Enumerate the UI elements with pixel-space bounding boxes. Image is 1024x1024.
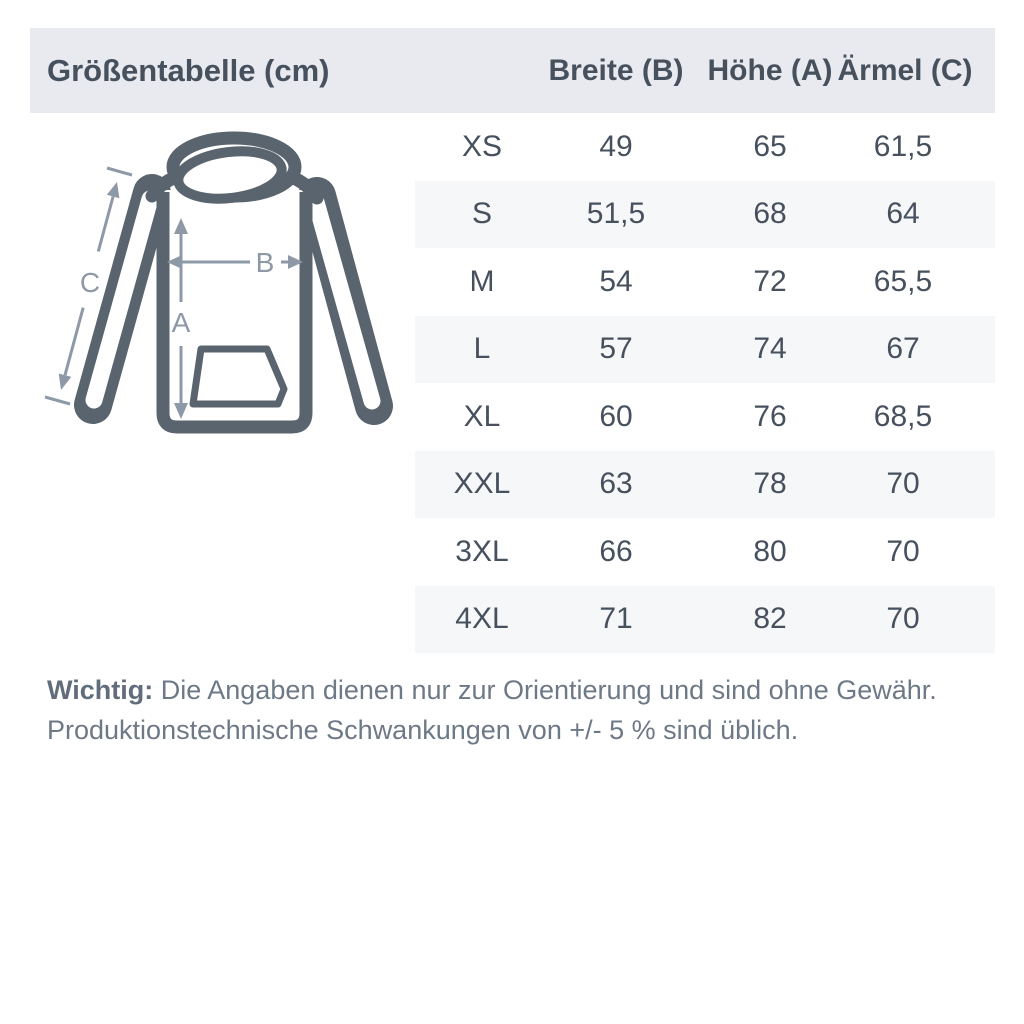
disclaimer-bold: Wichtig:: [47, 675, 154, 705]
size-cell: M: [469, 264, 495, 298]
aermel-cell: 65,5: [873, 264, 933, 298]
table-row-xxl: [415, 451, 995, 519]
table-row-xs: [415, 113, 995, 181]
page-title: Größentabelle (cm): [47, 53, 330, 88]
left-sleeve: [93, 193, 152, 405]
right-sleeve: [316, 196, 374, 406]
hoehe-cell: 76: [753, 399, 787, 433]
hood: [173, 138, 295, 204]
breite-cell: 71: [599, 602, 633, 636]
aermel-cell: 68,5: [873, 399, 933, 433]
aermel-cell: 70: [886, 467, 920, 501]
size-cell: XL: [463, 399, 501, 433]
size-cell: 3XL: [455, 534, 509, 568]
table-header: [30, 28, 995, 113]
size-cell: XS: [461, 129, 503, 163]
label-a: A: [171, 307, 191, 338]
table-row-m: [415, 248, 995, 316]
size-cell: XXL: [453, 467, 511, 501]
size-cell: 4XL: [455, 602, 509, 636]
hoehe-cell: 65: [753, 129, 787, 163]
column-header-hoehe: Höhe (A): [707, 54, 833, 87]
disclaimer-line-1-text: Die Angaben dienen nur zur Orientierung und sind ohne Gewähr.: [153, 675, 937, 705]
breite-cell: 60: [599, 399, 633, 433]
hoehe-cell: 78: [753, 467, 787, 501]
aermel-cell: 64: [886, 197, 920, 231]
hoehe-cell: 74: [753, 332, 787, 366]
aermel-cell: 70: [886, 534, 920, 568]
hoehe-cell: 72: [753, 264, 787, 298]
breite-cell: 57: [599, 332, 633, 366]
disclaimer-note: [47, 670, 977, 750]
aermel-cell: 61,5: [873, 129, 933, 163]
size-cell: S: [471, 197, 492, 231]
disclaimer-line-2: Produktionstechnische Schwankungen von +/- 5 % sind üblich.: [47, 715, 799, 745]
label-c: C: [79, 267, 101, 298]
size-cell: L: [473, 332, 491, 366]
table-row-s: [415, 181, 995, 249]
hoehe-cell: 80: [753, 534, 787, 568]
aermel-cell: 70: [886, 602, 920, 636]
table-row-3xl: [415, 518, 995, 586]
aermel-cell: 67: [886, 332, 920, 366]
breite-cell: 49: [599, 129, 633, 163]
kangaroo-pocket: [193, 349, 284, 404]
breite-cell: 51,5: [586, 197, 646, 231]
hoodie-measurement-diagram: [30, 120, 430, 450]
table-row-xl: [415, 383, 995, 451]
breite-cell: 63: [599, 467, 633, 501]
hoehe-cell: 82: [753, 602, 787, 636]
label-b: B: [255, 247, 275, 278]
size-table: [415, 113, 995, 653]
breite-cell: 54: [599, 264, 633, 298]
column-header-aermel: Ärmel (C): [837, 54, 973, 87]
table-row-l: [415, 316, 995, 384]
hoehe-cell: 68: [753, 197, 787, 231]
table-row-4xl: [415, 586, 995, 654]
breite-cell: 66: [599, 534, 633, 568]
column-header-breite: Breite (B): [548, 54, 684, 87]
disclaimer-line-1: [47, 670, 977, 710]
